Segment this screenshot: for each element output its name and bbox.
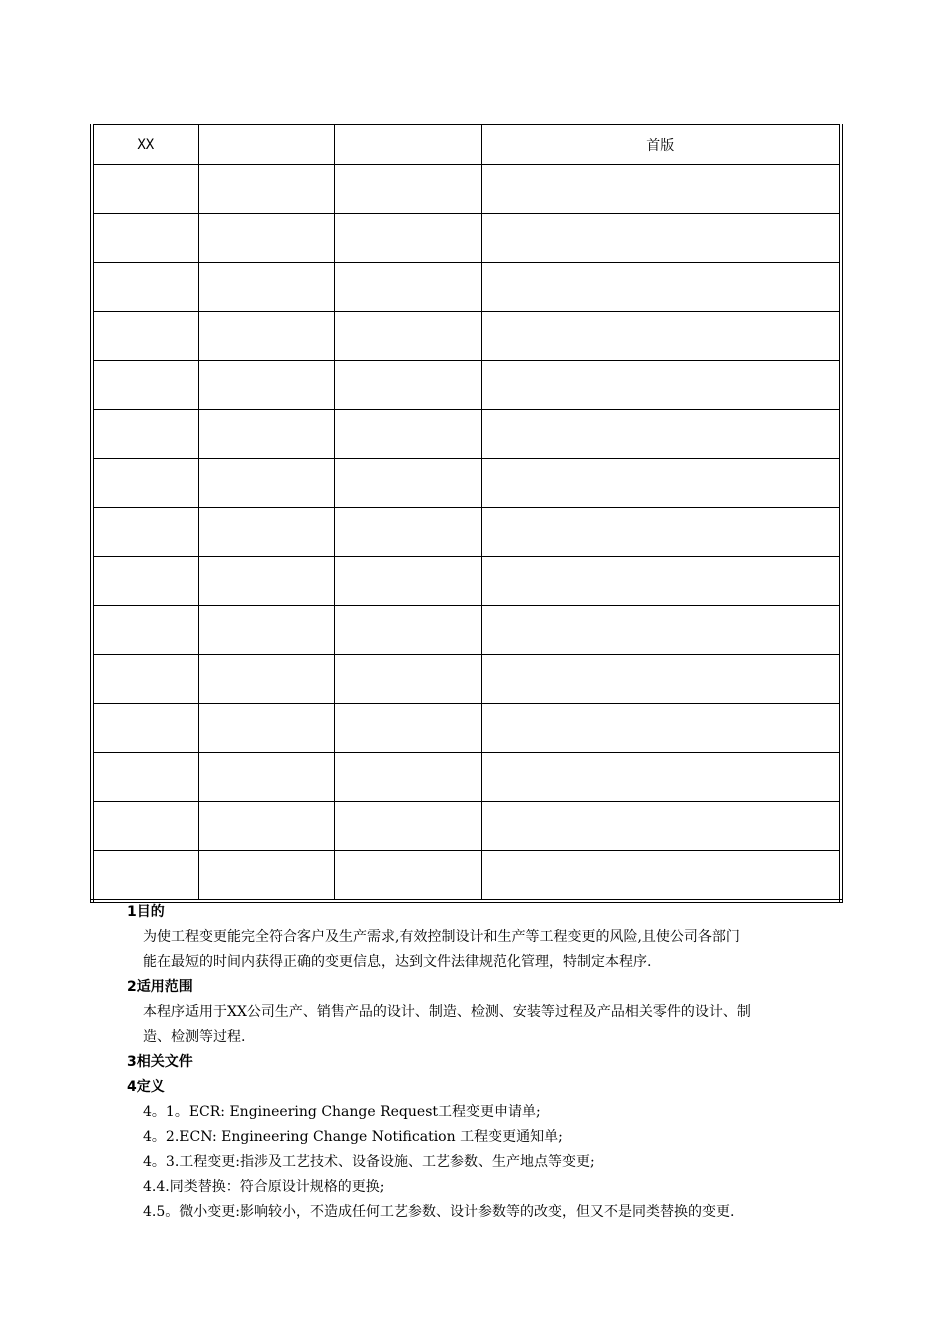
- revision-table-cell: [198, 361, 334, 410]
- revision-table: [90, 124, 843, 903]
- revision-table-row: [92, 263, 841, 312]
- revision-table-cell: [334, 802, 481, 851]
- revision-table-cell: [198, 753, 334, 802]
- revision-table-cell: [334, 361, 481, 410]
- revision-table-cell: [334, 753, 481, 802]
- section-4-title: 4定义: [127, 1079, 165, 1095]
- revision-table-cell: [334, 459, 481, 508]
- revision-table-cell: [334, 704, 481, 753]
- revision-table-row: [92, 459, 841, 508]
- revision-table-cell: [481, 655, 841, 704]
- revision-table-cell: [481, 214, 841, 263]
- revision-table-cell: [92, 704, 198, 753]
- revision-table-row: [92, 753, 841, 802]
- revision-table-cell: [198, 263, 334, 312]
- revision-table-cell: [481, 704, 841, 753]
- revision-table-cell: [198, 557, 334, 606]
- definition-item: 4.5。微小变更:影响较小，不造成任何工艺参数、设计参数等的改变，但又不是同类替换的变更.: [143, 1204, 735, 1220]
- revision-table-cell: [334, 214, 481, 263]
- definition-item: 4。3.工程变更:指涉及工艺技术、设备设施、工艺参数、生产地点等变更;: [143, 1154, 595, 1170]
- revision-table-cell: [334, 263, 481, 312]
- revision-table-cell: [92, 753, 198, 802]
- revision-table-cell: [92, 410, 198, 459]
- revision-table-cell: [481, 557, 841, 606]
- revision-table-cell: [481, 606, 841, 655]
- revision-header-cell-4: 首版: [481, 125, 841, 165]
- revision-table-cell: [92, 214, 198, 263]
- revision-table-row: [92, 802, 841, 851]
- section-3-title: 3相关文件: [127, 1054, 193, 1070]
- revision-table-cell: [481, 361, 841, 410]
- revision-table-cell: [481, 263, 841, 312]
- revision-table-cell: [198, 508, 334, 557]
- revision-table-cell: [334, 410, 481, 459]
- revision-table-row: [92, 410, 841, 459]
- revision-table-row: [92, 851, 841, 902]
- section-2-line-2: 造、检测等过程.: [143, 1029, 246, 1045]
- revision-table-cell: [334, 655, 481, 704]
- revision-table-cell: [92, 459, 198, 508]
- revision-table-cell: [481, 312, 841, 361]
- revision-table-cell: [198, 312, 334, 361]
- revision-table-cell: [92, 655, 198, 704]
- section-2-line-1: 本程序适用于XX公司生产、销售产品的设计、制造、检测、安装等过程及产品相关零件的设计、制: [143, 1004, 751, 1020]
- definition-item: 4。1。ECR: Engineering Change Request工程变更申请单;: [143, 1104, 541, 1120]
- revision-table-cell: [198, 214, 334, 263]
- revision-table-cell: [198, 802, 334, 851]
- section-1-line-1: 为使工程变更能完全符合客户及生产需求,有效控制设计和生产等工程变更的风险,且使公司各部门: [143, 929, 740, 945]
- definition-item: 4.4.同类替换：符合原设计规格的更换;: [143, 1179, 385, 1195]
- revision-table-row: [92, 312, 841, 361]
- revision-table-row: [92, 508, 841, 557]
- revision-table-cell: [92, 851, 198, 902]
- section-1-line-2: 能在最短的时间内获得正确的变更信息，达到文件法律规范化管理，特制定本程序.: [143, 954, 652, 970]
- revision-table-cell: [481, 508, 841, 557]
- revision-table-cell: [92, 557, 198, 606]
- revision-table-header-row: [92, 125, 841, 165]
- revision-table-row: [92, 606, 841, 655]
- section-1-title: 1目的: [127, 904, 165, 920]
- revision-table-cell: [198, 165, 334, 214]
- revision-table-row: [92, 165, 841, 214]
- revision-table-cell: [481, 410, 841, 459]
- revision-table-row: [92, 557, 841, 606]
- revision-header-cell-1: XX: [92, 125, 198, 165]
- revision-table-cell: [92, 508, 198, 557]
- revision-table-cell: [481, 753, 841, 802]
- revision-table-cell: [481, 802, 841, 851]
- revision-header-cell-3: [334, 125, 481, 165]
- revision-table-cell: [92, 361, 198, 410]
- revision-table-cell: [334, 851, 481, 902]
- revision-header-cell-2: [198, 125, 334, 165]
- revision-table-cell: [198, 410, 334, 459]
- revision-table-cell: [92, 606, 198, 655]
- revision-table-cell: [92, 263, 198, 312]
- revision-table-cell: [198, 655, 334, 704]
- revision-table-row: [92, 361, 841, 410]
- document-body: [127, 900, 872, 1225]
- revision-table-cell: [334, 312, 481, 361]
- definition-item: 4。2.ECN: Engineering Change Notification 工程变更通知单;: [143, 1129, 563, 1145]
- revision-table-cell: [92, 165, 198, 214]
- revision-table-cell: [481, 851, 841, 902]
- revision-table-cell: [334, 165, 481, 214]
- revision-table-cell: [334, 557, 481, 606]
- revision-table-cell: [198, 704, 334, 753]
- revision-table-row: [92, 704, 841, 753]
- revision-table-cell: [92, 312, 198, 361]
- revision-table-cell: [198, 851, 334, 902]
- revision-table-cell: [198, 606, 334, 655]
- revision-table-cell: [334, 606, 481, 655]
- revision-table-row: [92, 214, 841, 263]
- revision-table-cell: [334, 508, 481, 557]
- revision-table-cell: [481, 165, 841, 214]
- revision-table-cell: [198, 459, 334, 508]
- revision-table-cell: [481, 459, 841, 508]
- revision-table-cell: [92, 802, 198, 851]
- revision-table-row: [92, 655, 841, 704]
- section-2-title: 2适用范围: [127, 979, 193, 995]
